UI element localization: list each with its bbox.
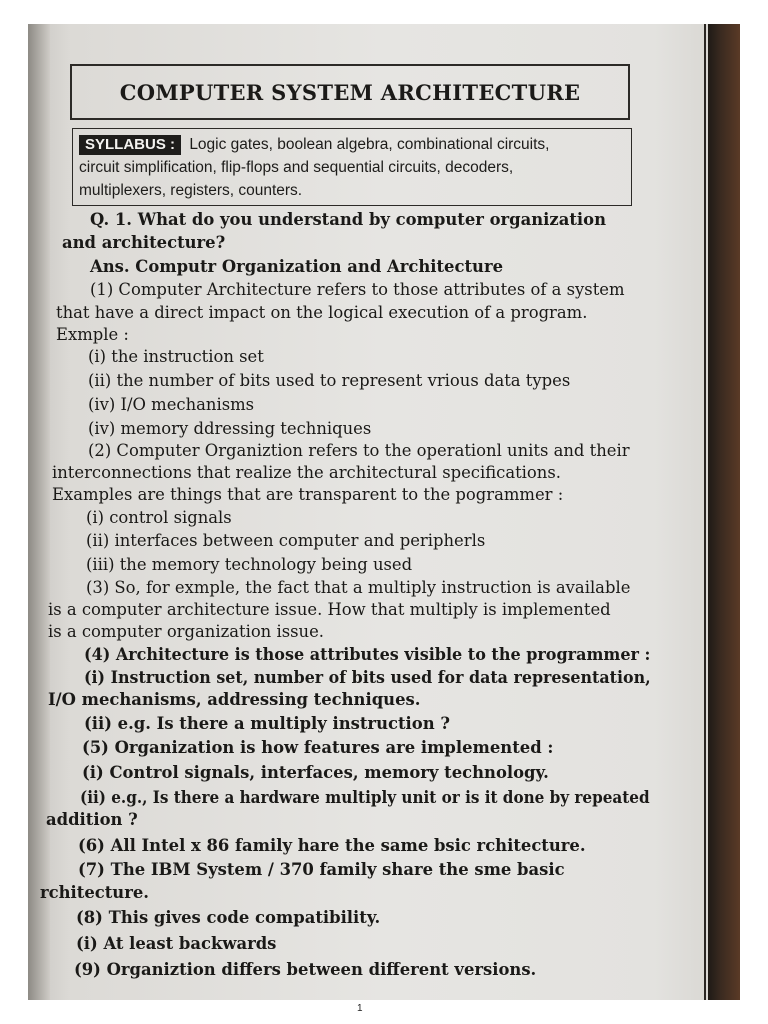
text-line: (ii) e.g. Is there a multiply instruction ? (84, 714, 450, 733)
list-item: (ii) interfaces between computer and peripherls (86, 531, 486, 550)
text-line: (9) Organiztion differs between different versions. (74, 960, 537, 979)
text-line: I/O mechanisms, addressing techniques. (48, 690, 421, 709)
question-line-2: and architecture? (62, 233, 226, 252)
text-line: (7) The IBM System / 370 family share the sme basic (78, 860, 565, 879)
page-edge-line (704, 24, 706, 1000)
syllabus-line-3: multiplexers, registers, counters. (79, 182, 303, 199)
list-item: (ii) the number of bits used to represent vrious data types (88, 371, 571, 390)
syllabus-line-1: Logic gates, boolean algebra, combinational circuits, (189, 136, 550, 153)
answer-heading: Ans. Computr Organization and Architecture (90, 257, 504, 276)
list-item: (iv) memory ddressing techniques (88, 419, 372, 438)
question-line-1: Q. 1. What do you understand by computer organization (90, 210, 606, 229)
text-line: (i) Instruction set, number of bits used for data representation, (84, 668, 651, 687)
text-line: (1) Computer Architecture refers to those attributes of a system (90, 280, 625, 299)
text-line: interconnections that realize the architectural specifications. (52, 463, 561, 482)
text-line: (6) All Intel x 86 family hare the same bsic rchitecture. (78, 836, 586, 855)
text-line: (i) Control signals, interfaces, memory technology. (82, 763, 549, 782)
list-item: (iv) I/O mechanisms (88, 395, 255, 414)
text-line: Exmple : (56, 325, 129, 344)
list-item: (iii) the memory technology being used (86, 555, 413, 574)
text-line: (i) At least backwards (76, 934, 277, 953)
text-line: addition ? (46, 810, 138, 829)
text-line: is a computer organization issue. (48, 622, 324, 641)
syllabus-label: SYLLABUS : (79, 135, 181, 155)
text-line: is a computer architecture issue. How that multiply is implemented (48, 600, 611, 619)
syllabus-line-2: circuit simplification, flip-flops and sequential circuits, decoders, (79, 159, 514, 176)
page-number: 1 (357, 1003, 363, 1014)
syllabus-box (72, 128, 632, 206)
page-title: COMPUTER SYSTEM ARCHITECTURE (119, 79, 581, 105)
text-line: (ii) e.g., Is there a hardware multiply unit or is it done by repeated (80, 788, 650, 807)
dark-background-edge (708, 24, 740, 1000)
page-gutter-shadow (28, 24, 50, 1000)
list-item: (i) control signals (86, 508, 232, 527)
text-line: (5) Organization is how features are implemented : (82, 738, 554, 757)
text-line: (2) Computer Organiztion refers to the operationl units and their (88, 441, 630, 460)
list-item: (i) the instruction set (88, 347, 264, 366)
text-line: rchitecture. (40, 883, 149, 902)
text-line: Examples are things that are transparent to the pogrammer : (52, 485, 564, 504)
text-line: that have a direct impact on the logical execution of a program. (56, 303, 588, 322)
text-line: (3) So, for exmple, the fact that a multiply instruction is available (86, 578, 631, 597)
text-line: (8) This gives code compatibility. (76, 908, 381, 927)
title-box (70, 64, 630, 120)
text-line: (4) Architecture is those attributes visible to the programmer : (84, 645, 651, 664)
